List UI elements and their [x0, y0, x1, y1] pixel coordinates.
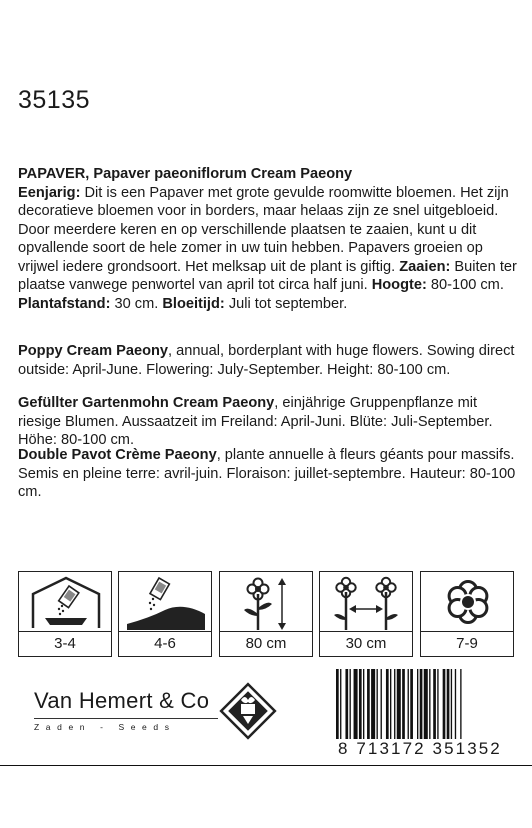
- dutch-text-5: Juli tot september.: [224, 295, 348, 312]
- barcode-bar: [408, 669, 409, 749]
- product-title: PAPAVER, Papaver paeoniflorum Cream Paeony: [18, 166, 353, 182]
- english-name: Poppy Cream Paeony: [18, 343, 169, 359]
- barcode-bar: [350, 669, 351, 749]
- barcode-bar: [394, 669, 395, 749]
- dutch-text-1: Dit is een Papaver met grote gevulde roomwitte bloemen. Het zijn decoratieve bloemen voor in borders, maar helaas zijn ze snel uitgebloeid. Door meerdere keren en op verschillende plaatsen te zaaien, kunt u dit opvallende soort de hele zomer in uw tuin hebben. Papavers groeien op vrijwel iedere grondsoort. Het melksap uit de plant is giftig.: [18, 184, 509, 275]
- barcode-bar: [367, 669, 370, 749]
- barcode-number: 8 713172 351352: [338, 739, 502, 758]
- label-spacing: Plantafstand:: [18, 295, 111, 312]
- barcode-bar: [451, 669, 452, 749]
- icon-box-spacing: [319, 571, 413, 657]
- barcode-bar: [420, 669, 423, 749]
- barcode-bar: [417, 669, 418, 749]
- icon-box-greenhouse: [18, 571, 112, 657]
- icon-box-outdoor: [118, 571, 212, 657]
- description-dutch: [18, 165, 518, 313]
- logo-divider: [34, 718, 218, 719]
- label-sowing: Zaaien:: [399, 258, 451, 275]
- barcode-bar: [429, 669, 430, 749]
- dutch-text-4: 30 cm.: [110, 295, 163, 312]
- barcode-bar: [424, 669, 428, 749]
- plant-spacing-icon: [320, 572, 414, 632]
- barcode-bar: [433, 669, 436, 749]
- label-bloom: Bloeitijd:: [162, 295, 225, 312]
- icon-divider: [119, 631, 211, 632]
- barcode-bar: [354, 669, 358, 749]
- barcode-bar: [345, 669, 348, 749]
- description-german: [18, 394, 518, 450]
- barcode-bar: [390, 669, 391, 749]
- company-emblem-icon: [217, 680, 279, 742]
- icon-label-outdoor: 4-6: [154, 635, 176, 652]
- barcode-bar: [381, 669, 382, 749]
- barcode-bar: [447, 669, 450, 749]
- icon-label-flowering: 7-9: [456, 635, 478, 652]
- description-english: [18, 342, 518, 379]
- icon-divider: [19, 631, 111, 632]
- barcode-bar: [371, 669, 375, 749]
- icon-box-flowering: [420, 571, 514, 657]
- cultivation-icons: [18, 571, 514, 657]
- barcode-bar: [410, 669, 413, 749]
- company-logo: [34, 688, 218, 732]
- article-number: 35135: [18, 86, 91, 114]
- dutch-text-3: 80-100 cm.: [426, 277, 504, 293]
- bottom-rule: [0, 765, 532, 766]
- french-name: Double Pavot Crème Paeony: [18, 447, 217, 463]
- greenhouse-sowing-icon: [19, 572, 113, 632]
- barcode-bar: [363, 669, 364, 749]
- barcode-bar: [437, 669, 438, 749]
- company-tagline: Zaden - Seeds: [34, 722, 176, 732]
- icon-label-spacing: 30 cm: [345, 635, 387, 652]
- barcode-bar: [386, 669, 389, 749]
- icon-divider: [320, 631, 412, 632]
- flowering-icon: [421, 572, 515, 632]
- english-text: , annual, borderplant with huge flowers. Sowing direct outside: April-June. Flowering: July-September. Height: 80-100 cm.: [18, 343, 515, 378]
- label-annual: Eenjarig:: [18, 184, 81, 201]
- barcode-bar: [377, 669, 378, 749]
- icon-label-height: 80 cm: [245, 635, 287, 652]
- french-text: , plante annuelle à fleurs géants pour massifs. Semis en pleine terre: avril-juin. Floraison: juillet-septembre. Hauteur: 80-100 cm.: [18, 447, 516, 500]
- plant-height-icon: [220, 572, 314, 632]
- description-french: [18, 446, 518, 502]
- barcode-bar: [443, 669, 446, 749]
- outdoor-sowing-icon: [119, 572, 213, 632]
- icon-divider: [421, 631, 513, 632]
- german-text: , einjährige Gruppenpflanze mit riesige Blumen. Aussaatzeit im Freiland: April-Juni. Blüte: Juli-September. Höhe: 80-100 cm.: [18, 395, 493, 448]
- company-name: Van Hemert & Co: [34, 688, 210, 713]
- icon-label-greenhouse: 3-4: [54, 635, 76, 652]
- barcode-bar: [455, 669, 456, 749]
- german-name: Gefüllter Gartenmohn Cream Paeony: [18, 395, 275, 411]
- dutch-text-2: Buiten ter plaatse vanwege penwortel van april tot circa half juni.: [18, 258, 517, 293]
- icon-box-height: [219, 571, 313, 657]
- barcode-bar: [359, 669, 362, 749]
- label-height: Hoogte:: [371, 277, 427, 293]
- icon-divider: [220, 631, 312, 632]
